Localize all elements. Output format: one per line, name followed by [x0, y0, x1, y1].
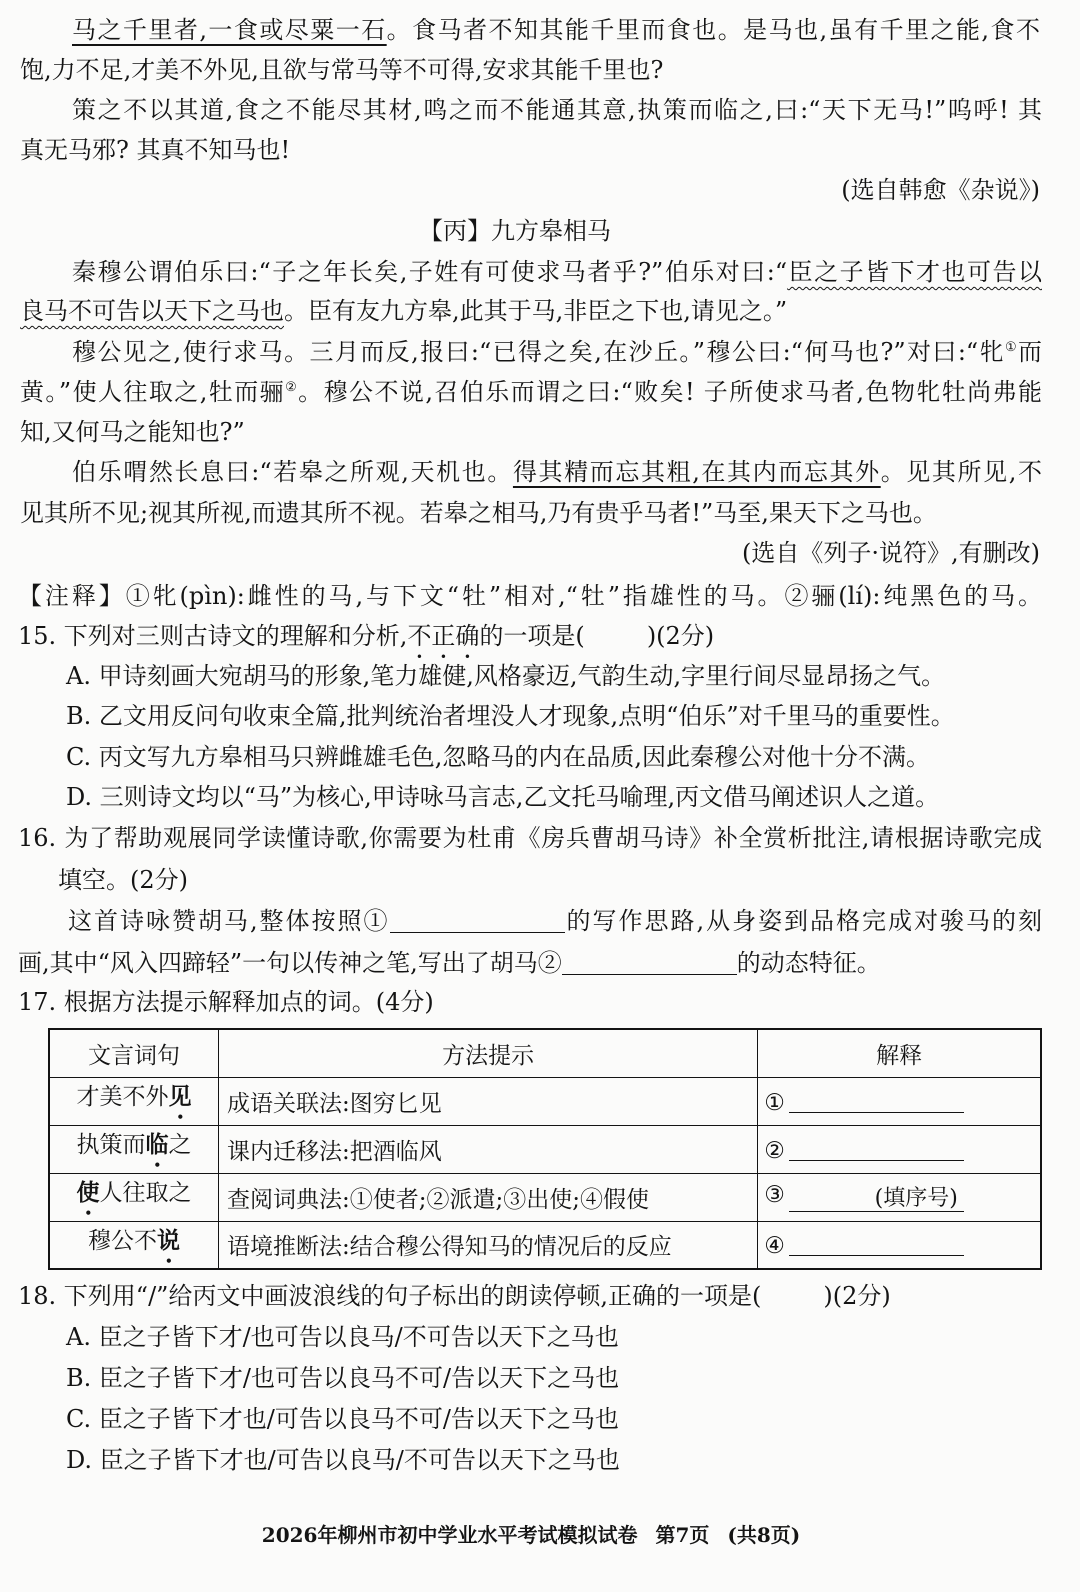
answer-number: ② [764, 1137, 785, 1164]
q18-option-a: A. 臣之子皆下才/也可告以良马/不可告以天下之马也 [66, 1323, 619, 1351]
bing-line-1 [72, 252, 1042, 292]
answer-number: ③ [764, 1182, 785, 1208]
page-footer [0, 1515, 1062, 1555]
dotted-word: 见 [168, 1083, 192, 1110]
table-header-row [49, 1029, 1041, 1077]
bing-line-3 [72, 332, 1042, 372]
fill-blank [562, 947, 737, 975]
footnote-marker: ② [285, 380, 299, 395]
footnote-marker: ① [1004, 340, 1018, 355]
table-row [49, 1077, 1041, 1125]
bing-line-6 [72, 452, 1042, 492]
method-cell: 成语关联法:图穷匕见 [219, 1077, 758, 1125]
bing-line-4 [20, 372, 1042, 412]
q18-option-d: D. 臣之子皆下才也/可告以良马/不可告以天下之马也 [66, 1446, 620, 1474]
q15-option-c: C. 丙文写九方皋相马只辨雌雄毛色,忽略马的内在品质,因此秦穆公对他十分不满。 [66, 743, 931, 771]
text-segment: 。见其所见,不 [880, 458, 1042, 486]
wavy-underlined-sentence: 良马不可告以天下之马也 [20, 297, 284, 325]
fill-blank [390, 905, 565, 933]
text-segment: 执策而 [76, 1132, 146, 1158]
text-segment: 伯乐喟然长息曰:“若皋之所观,天机也。 [72, 458, 513, 486]
q15-option-b: B. 乙文用反问句收束全篇,批判统治者埋没人才现象,点明“伯乐”对千里马的重要性。 [66, 702, 955, 730]
col-header-phrase: 文言词句 [49, 1029, 219, 1077]
phrase-cell [49, 1125, 219, 1173]
q16-fill-line-2 [18, 943, 881, 983]
yi-source: (选自韩愈《杂说》) [841, 176, 1040, 204]
col-header-method: 方法提示 [219, 1029, 758, 1077]
q16-stem-line-2: 填空。(2分) [58, 866, 188, 894]
text-segment: 人往取之 [99, 1180, 192, 1206]
phrase-cell [49, 1173, 219, 1221]
underlined-sentence: 得其精而忘其粗,在其内而忘其外 [512, 458, 881, 486]
table-row [49, 1125, 1041, 1173]
q17-stem: 17. 根据方法提示解释加点的词。(4分) [18, 988, 434, 1016]
answer-number: ① [764, 1089, 785, 1116]
q16-stem-line-1: 16. 为了帮助观展同学读懂诗歌,你需要为杜甫《房兵曹胡马诗》补全赏析批注,请根据诗歌完成 [18, 824, 1042, 852]
bing-source: (选自《列子·说符》,有删改) [742, 539, 1040, 567]
dotted-word: 说 [157, 1226, 180, 1254]
text-segment: 画,其中“风入四蹄轻”一句以传神之笔,写出了胡马② [18, 949, 562, 977]
text-segment: 。食马者不知其能千里而食也。是马也,虽有千里之能,食不 [386, 16, 1040, 44]
text-segment: 的动态特征。 [736, 949, 881, 977]
q15-option-a: A. 甲诗刻画大宛胡马的形象,笔力雄健,风格豪迈,气韵生动,字里行间尽显昂扬之气。 [66, 662, 946, 690]
text-segment: )(2分) [823, 1282, 891, 1310]
bing-line-7: 见其所不见;视其所视,而遗其所不视。若皋之相马,乃有贵乎马者!”马至,果天下之马也。 [20, 499, 937, 527]
dotted-word: 临 [145, 1131, 169, 1158]
emphasized-text: 不正确 [407, 622, 480, 650]
text-segment: 之 [168, 1132, 192, 1158]
fill-blank [789, 1135, 964, 1161]
method-cell: 语境推断法:结合穆公得知马的情况后的反应 [219, 1221, 758, 1269]
yi-line-1 [72, 10, 1040, 50]
col-header-explanation: 解释 [758, 1029, 1041, 1077]
text-segment: 穆公见之,使行求马。三月而反,报曰:“已得之矣,在沙丘。”穆公曰:“何马也?”对曰:“牝 [72, 338, 1005, 366]
wavy-underlined-sentence: 臣之子皆下才也可告以 [787, 258, 1042, 286]
bing-line-2 [20, 291, 787, 331]
underlined-sentence: 马之千里者,一食或尽粟一石 [72, 16, 387, 44]
text-segment: 才美不外 [76, 1084, 169, 1110]
fill-blank [789, 1087, 964, 1113]
text-segment: 18. 下列用“/”给丙文中画波浪线的句子标出的朗读停顿,正确的一项是( [18, 1282, 762, 1310]
text-segment: 穆公不 [88, 1227, 157, 1254]
fill-blank [789, 1230, 964, 1256]
bing-line-5: 知,又何马之能知也?” [20, 418, 245, 446]
yi-line-3: 策之不以其道,食之不能尽其材,鸣之而不能通其意,执策而临之,曰:“天下无马!”呜呼! 其 [72, 96, 1042, 124]
exam-name: 2026年柳州市初中学业水平考试模拟试卷 [261, 1523, 638, 1547]
annotation-notes: 【注释】①牝(pìn):雌性的马,与下文“牡”相对,“牡”指雄性的马。②骊(lí):纯黑色的马。 [18, 582, 1042, 610]
method-cell: 查阅词典法:①使者;②派遣;③出使;④假使 [219, 1173, 758, 1221]
answer-number: ④ [764, 1233, 785, 1260]
text-segment: )(2分) [646, 622, 715, 650]
fill-blank-with-hint: (填序号) [789, 1186, 964, 1212]
text-segment: 秦穆公谓伯乐曰:“子之年长矣,子姓有可使求马者乎?”伯乐对曰:“ [72, 258, 788, 286]
table-row [49, 1173, 1041, 1221]
table-row [49, 1221, 1041, 1269]
answer-cell [758, 1221, 1041, 1269]
text-segment: 。穆公不说,召伯乐而谓之曰:“败矣! 子所使求马者,色物牝牡尚弗能 [298, 378, 1042, 406]
text-segment: 15. 下列对三则古诗文的理解和分析, [18, 622, 408, 650]
answer-cell [758, 1125, 1041, 1173]
text-segment: 黄。”使人往取之,牡而骊 [20, 378, 286, 406]
q17-table [48, 1028, 1042, 1270]
q18-stem [18, 1276, 891, 1316]
text-segment: 这首诗咏赞胡马,整体按照① [68, 907, 390, 935]
q15-option-d: D. 三则诗文均以“马”为核心,甲诗咏马言志,乙文托马喻理,丙文借马阐述识人之道。 [66, 783, 940, 811]
q18-option-b: B. 臣之子皆下才/也可告以良马不可/告以天下之马也 [66, 1364, 620, 1392]
q16-fill-line-1 [68, 901, 1042, 941]
answer-cell [758, 1077, 1041, 1125]
page-total: (共8页) [727, 1523, 801, 1547]
yi-line-4: 真无马邪? 其真不知马也! [20, 136, 291, 164]
text-segment: 。臣有友九方皋,此其于马,非臣之下也,请见之。” [284, 297, 788, 325]
text-segment: 的写作思路,从身姿到品格完成对骏马的刻 [564, 907, 1042, 935]
yi-line-2: 饱,力不足,才美不外见,且欲与常马等不可得,安求其能千里也? [20, 56, 664, 84]
q15-stem [18, 616, 714, 656]
method-cell: 课内迁移法:把酒临风 [219, 1125, 758, 1173]
text-segment: 而 [1018, 338, 1042, 366]
answer-cell [758, 1173, 1041, 1221]
text-segment: 的一项是( [479, 622, 585, 650]
phrase-cell [49, 1221, 219, 1269]
bing-title: 【丙】九方皋相马 [419, 217, 611, 245]
phrase-cell [49, 1077, 219, 1125]
q18-option-c: C. 臣之子皆下才也/可告以良马不可/告以天下之马也 [66, 1405, 619, 1433]
page-number: 第7页 [655, 1523, 710, 1547]
dotted-word: 使 [76, 1179, 100, 1206]
